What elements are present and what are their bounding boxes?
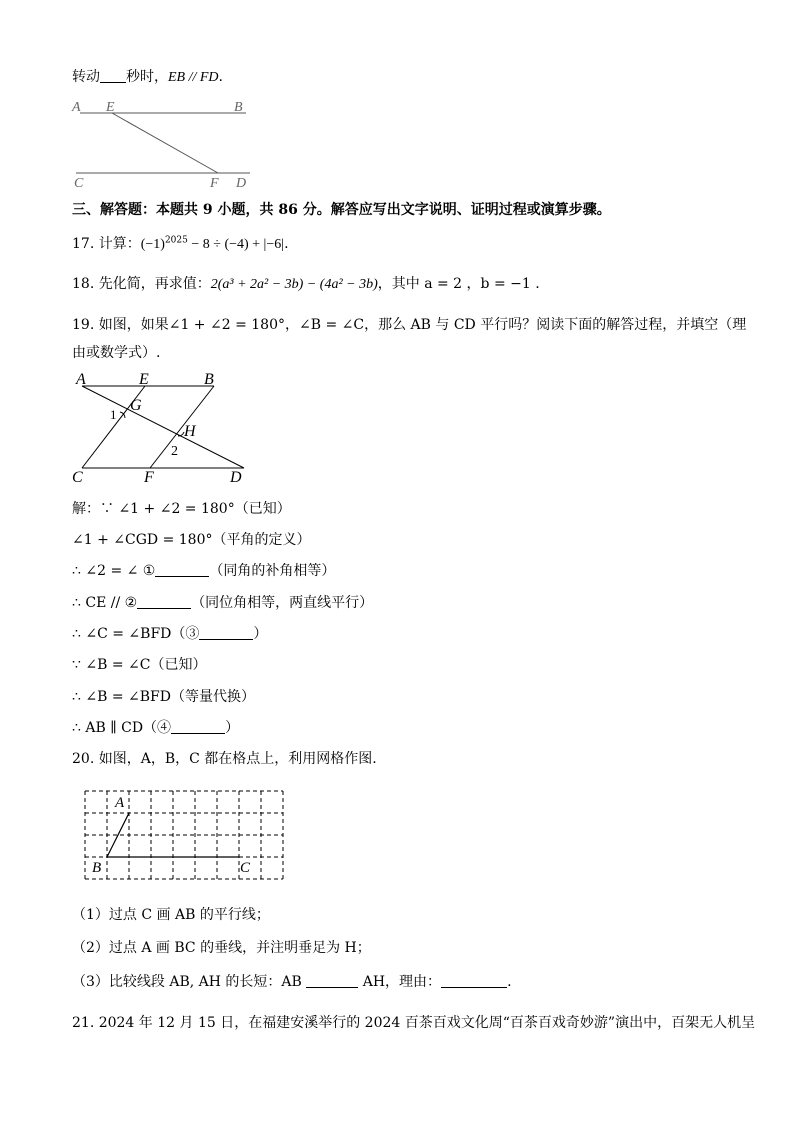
answer-blank-1 <box>155 562 209 577</box>
q21: 21. 2024 年 12 月 15 日，在福建安溪举行的 2024 百茶百戏文化周“百茶百戏奇妙游”演出中，百架无人机呈 <box>72 1015 756 1031</box>
q19-step-7: ∴ ∠B = ∠BFD（等量代换） <box>72 689 255 705</box>
answer-blank-reason <box>441 973 507 988</box>
label-B: B <box>204 371 214 388</box>
label-D: D <box>230 469 242 486</box>
q18: 18. 先化简，再求值：2(a³ + 2a² − 3b) − (4a² − 3b)，其中 a = 2 ，b = −1 . <box>72 276 540 292</box>
label-A: A <box>76 371 86 388</box>
q20-part-2: （2）过点 A 画 BC 的垂线，并注明垂足为 H； <box>72 940 371 956</box>
q19-step-4: ∴ CE // ② （同位角相等，两直线平行） <box>72 595 374 611</box>
label-H: H <box>184 423 196 440</box>
label-A: A <box>115 795 125 811</box>
q16-figure <box>60 92 260 192</box>
q19-step-1: 解：∵ ∠1 + ∠2 = 180°（已知） <box>72 501 291 517</box>
q19-step-5: ∴ ∠C = ∠BFD（③ ） <box>72 626 268 642</box>
label-angle-1: 1 <box>110 407 117 422</box>
segment-AB <box>107 813 129 857</box>
label-E: E <box>106 100 115 115</box>
answer-blank-2 <box>137 594 191 609</box>
q19-line2: 由或数学式）. <box>72 345 161 361</box>
answer-blank-compare <box>306 973 358 988</box>
answer-blank-3 <box>199 625 253 640</box>
label-angle-2: 2 <box>171 444 178 459</box>
q16-tail: 转动 秒时，EB // FD. <box>72 69 223 85</box>
label-G: G <box>130 397 142 414</box>
answer-blank <box>100 68 126 83</box>
section-heading: 三、解答题：本题共 9 小题，共 86 分。解答应写出文字说明、证明过程或演算步骤。 <box>72 202 611 218</box>
answer-blank-4 <box>171 719 225 734</box>
q19-step-2: ∠1 + ∠CGD = 180°（平角的定义） <box>72 532 311 548</box>
label-E: E <box>139 371 149 388</box>
label-B: B <box>234 100 243 115</box>
q20-part-3: （3）比较线段 AB, AH 的长短：AB AH，理由： . <box>72 974 512 990</box>
label-F: F <box>210 176 219 191</box>
label-C: C <box>240 860 251 876</box>
label-B: B <box>92 860 102 876</box>
label-C: C <box>72 469 83 486</box>
q20-grid-figure <box>80 786 290 882</box>
label-A: A <box>72 100 81 115</box>
q20-intro: 20. 如图，A，B，C 都在格点上，利用网格作图. <box>72 751 377 767</box>
q17: 17. 计算：$(-1)^{2025} - 8 \div (-4) + |-6|$. <box>72 235 289 252</box>
label-D: D <box>236 176 247 191</box>
q19-figure <box>68 368 258 488</box>
q20-part-1: （1）过点 C 画 AB 的平行线； <box>72 907 270 923</box>
q19-line1: 19. 如图，如果∠1 + ∠2 = 180°，∠B = ∠C，那么 AB 与 CD 平行吗？阅读下面的解答过程，并填空（理 <box>72 317 747 333</box>
q19-step-6: ∵ ∠B = ∠C（已知） <box>72 657 207 673</box>
label-F: F <box>144 469 154 486</box>
label-C: C <box>74 176 84 191</box>
q19-step-3: ∴ ∠2 = ∠ ① （同角的补角相等） <box>72 563 336 579</box>
q19-step-8: ∴ AB ∥ CD（④ ） <box>72 720 240 736</box>
